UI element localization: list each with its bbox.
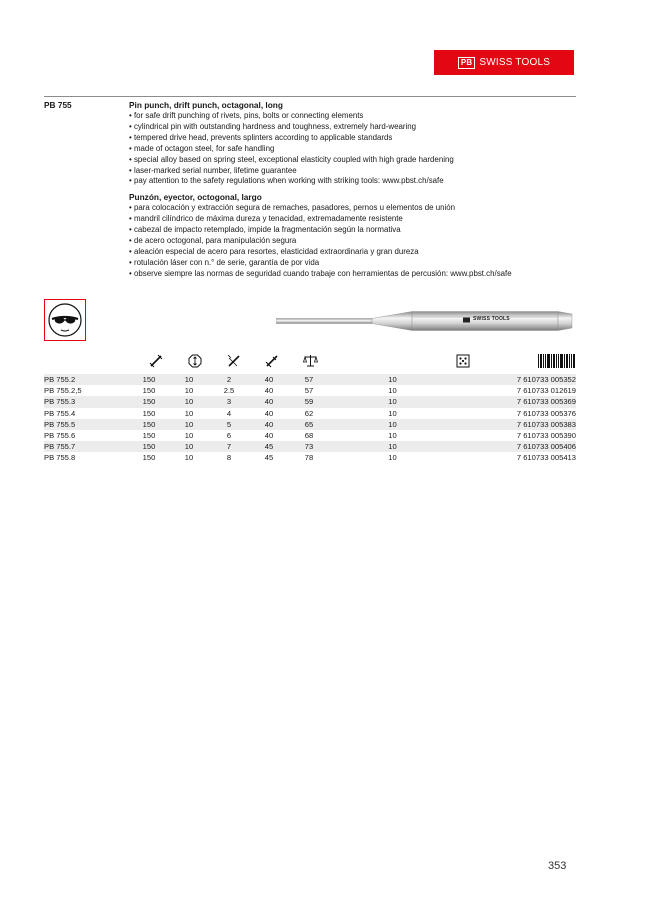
product-code: PB 755	[44, 100, 72, 110]
table-cell: 7 610733 012619	[516, 386, 576, 396]
feature-en: • made of octagon steel, for safe handling	[129, 144, 579, 155]
table-cell: 2.5	[223, 386, 235, 396]
table-cell: 57	[289, 374, 329, 385]
table-cell: 10	[169, 419, 209, 430]
table-cell: 40	[249, 396, 289, 407]
feature-es: • cabezal de impacto retemplado, impide la fragmentación según la normativa	[129, 225, 579, 236]
table-cell: 7 610733 005413	[516, 453, 576, 463]
feature-en: • cylindrical pin with outstanding hardness and toughness, extremely hard-wearing	[129, 122, 579, 133]
table-cell: 62	[304, 408, 314, 418]
table-cell: 68	[304, 431, 314, 441]
table-row	[44, 408, 576, 419]
table-cell: 10	[388, 431, 397, 441]
table-cell: 150	[142, 408, 156, 418]
table-cell: 40	[264, 431, 274, 441]
page-number: 353	[548, 860, 567, 872]
table-cell: 57	[304, 386, 314, 396]
features-en	[129, 111, 579, 187]
table-cell: 7 610733 005376	[516, 408, 576, 418]
table-cell: 2	[209, 374, 249, 385]
feature-en: • laser-marked serial number, lifetime guarantee	[129, 166, 579, 177]
table-row	[44, 441, 576, 452]
safety-goggles-icon	[44, 299, 86, 341]
table-cell: PB 755.6	[44, 431, 76, 441]
table-cell: 7	[209, 441, 249, 452]
table-cell: 10	[388, 386, 397, 396]
title-es: Punzón, eyector, octogonal, largo	[129, 192, 262, 203]
table-cell: 7 610733 005369	[456, 396, 576, 407]
feature-en: • pay attention to the safety regulations when working with striking tools: www.pbst.ch/safe	[129, 176, 579, 187]
table-cell: 10	[184, 386, 194, 396]
octagon-width-icon	[188, 354, 202, 373]
table-cell: 45	[249, 441, 289, 452]
brand-name: SWISS TOOLS	[479, 57, 551, 68]
table-cell: 7 610733 005406	[456, 441, 576, 452]
table-row	[44, 396, 576, 407]
article-table	[44, 374, 576, 464]
table-cell: 10	[169, 374, 209, 385]
table-cell: 10	[329, 419, 456, 430]
table-row	[44, 385, 576, 396]
barcode-icon	[538, 354, 576, 373]
table-cell: PB 755.7	[44, 441, 129, 452]
table-cell: 73	[289, 441, 329, 452]
table-cell: 150	[129, 396, 169, 407]
table-cell: 10	[184, 453, 194, 463]
table-cell: PB 755.5	[44, 419, 129, 430]
feature-es: • mandril cilíndrico de máxima dureza y tenacidad, extremadamente resistente	[129, 214, 579, 225]
table-row	[44, 419, 576, 430]
table-cell: 6	[226, 431, 232, 441]
feature-es: • para colocación y extracción segura de remaches, pasadores, pernos u elementos de unión	[129, 203, 579, 214]
length-icon	[149, 354, 163, 373]
table-cell: 150	[129, 374, 169, 385]
pin-punch-image	[276, 310, 576, 337]
table-cell: PB 755.4	[44, 408, 76, 418]
table-cell: 4	[226, 408, 232, 418]
tip-length-icon	[265, 354, 279, 373]
table-cell: 10	[329, 374, 456, 385]
table-cell: 150	[142, 453, 156, 463]
table-cell: 10	[388, 453, 397, 463]
table-cell: 3	[209, 396, 249, 407]
table-cell: 40	[249, 419, 289, 430]
table-cell: 78	[304, 453, 314, 463]
feature-en: • for safe drift punching of rivets, pins, bolts or connecting elements	[129, 111, 579, 122]
title-en: Pin punch, drift punch, octagonal, long	[129, 100, 283, 110]
table-row	[44, 430, 576, 441]
feature-es: • observe siempre las normas de seguridad cuando trabaje con herramientas de percusión: www.pbst.ch/safe	[129, 269, 579, 280]
header-rule	[44, 96, 576, 97]
table-cell: 10	[169, 441, 209, 452]
table-cell: 8	[226, 453, 232, 463]
features-es	[129, 203, 579, 279]
feature-es: • aleación especial de acero para resortes, elasticidad extraordinaria y gran dureza	[129, 247, 579, 258]
table-cell: 150	[142, 431, 156, 441]
feature-es: • de acero octogonal, para manipulación segura	[129, 236, 579, 247]
feature-en: • special alloy based on spring steel, exceptional elasticity coupled with high grade hardening	[129, 155, 579, 166]
pack-quantity-icon	[456, 354, 470, 373]
feature-en: • tempered drive head, prevents splinters according to applicable standards	[129, 133, 579, 144]
table-cell: 10	[184, 431, 194, 441]
table-cell: 7 610733 005383	[456, 419, 576, 430]
feature-es: • rotulación láser con n.° de serie, garantía de por vida	[129, 258, 579, 269]
table-cell: 40	[249, 374, 289, 385]
table-cell: 7 610733 005352	[456, 374, 576, 385]
table-row	[44, 374, 576, 385]
table-cell: PB 755.8	[44, 453, 76, 463]
table-cell: 45	[264, 453, 274, 463]
table-cell: 40	[264, 386, 274, 396]
table-cell: PB 755.2	[44, 374, 129, 385]
table-cell: 7 610733 005390	[516, 431, 576, 441]
table-cell: 150	[129, 419, 169, 430]
weight-icon	[303, 354, 318, 373]
table-cell: 10	[388, 408, 397, 418]
table-cell: 10	[169, 396, 209, 407]
table-cell: 10	[184, 408, 194, 418]
brand-logo-letters: PB	[458, 57, 476, 69]
table-cell: 5	[209, 419, 249, 430]
tool-marking-text: SWISS TOOLS	[473, 316, 510, 322]
table-cell: 10	[329, 441, 456, 452]
brand-logo	[434, 50, 574, 75]
table-cell: 150	[129, 441, 169, 452]
table-cell: 59	[289, 396, 329, 407]
table-cell: 150	[142, 386, 156, 396]
table-cell: 40	[264, 408, 274, 418]
table-row	[44, 452, 576, 463]
tip-diameter-icon	[227, 354, 241, 373]
product-description	[129, 100, 579, 280]
table-cell: 65	[289, 419, 329, 430]
table-cell: PB 755.2,5	[44, 386, 82, 396]
table-cell: PB 755.3	[44, 396, 129, 407]
table-cell: 10	[329, 396, 456, 407]
